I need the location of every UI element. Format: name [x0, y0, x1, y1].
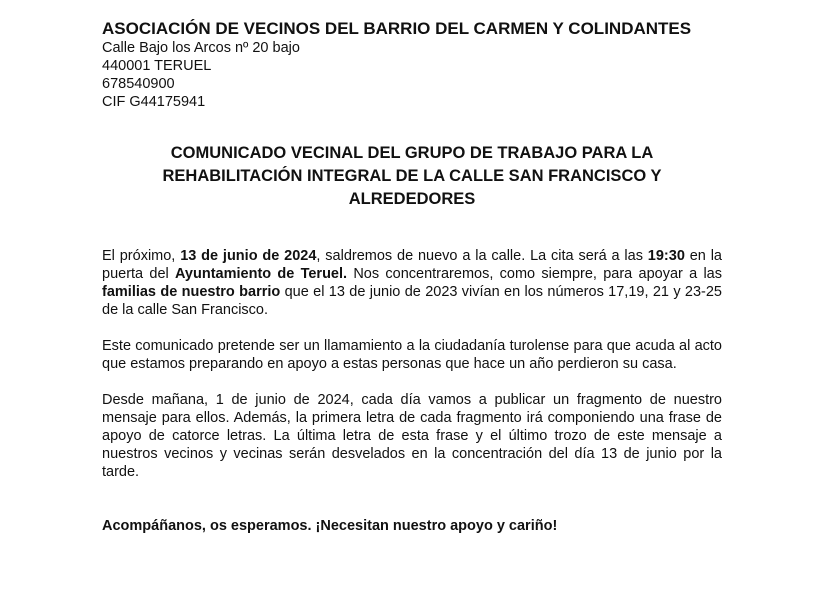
- text-run: , saldremos de nuevo a la calle. La cita será a las: [316, 248, 648, 264]
- address-line: Calle Bajo los Arcos nº 20 bajo: [102, 40, 300, 56]
- phone-number: 678540900: [102, 76, 175, 92]
- text-run: El próximo,: [102, 248, 181, 264]
- cif-number: CIF G44175941: [102, 94, 206, 110]
- event-location: Ayuntamiento de Teruel.: [175, 266, 348, 282]
- event-time: 19:30: [647, 248, 685, 264]
- text-run: en la puerta del: [102, 248, 722, 282]
- postal-city: 440001 TERUEL: [102, 58, 212, 74]
- families-highlight: familias de nuestro barrio: [102, 284, 281, 300]
- event-date: 13 de junio de 2024: [180, 248, 317, 264]
- communique-title: COMUNICADO VECINAL DEL GRUPO DE TRABAJO PARA LA REHABILITACIÓN INTEGRAL DE LA CALLE SAN FRANCISCO Y ALREDEDORES: [162, 144, 662, 208]
- document-page: [102, 18, 722, 535]
- text-run: que el 13 de junio de 2023 vivían en los números 17,19, 21 y 23-25 de la calle San Francisco.: [102, 284, 722, 318]
- paragraph-call-to-action: Este comunicado pretende ser un llamamiento a la ciudadanía turolense para que acuda al acto que estamos preparando en apoyo a estas personas que hace un año perdieron su casa.: [102, 338, 722, 372]
- paragraph-daily-fragments: Desde mañana, 1 de junio de 2024, cada día vamos a publicar un fragmento de nuestro mensaje para ellos. Además, la primera letra de cada fragmento irá componiendo una frase de apoyo de catorce letras. La última letra de esta frase y el último trozo de este mensaje a nuestros vecinos y vecinas serán desvelados en la concentración del día 13 de junio por la tarde.: [102, 392, 722, 480]
- text-run: Nos concentraremos, como siempre, para apoyar a las: [347, 266, 722, 282]
- closing-line: Acompáñanos, os esperamos. ¡Necesitan nuestro apoyo y cariño!: [102, 518, 558, 534]
- organization-name: ASOCIACIÓN DE VECINOS DEL BARRIO DEL CARMEN Y COLINDANTES: [102, 19, 692, 38]
- paragraph-announcement: [102, 247, 722, 319]
